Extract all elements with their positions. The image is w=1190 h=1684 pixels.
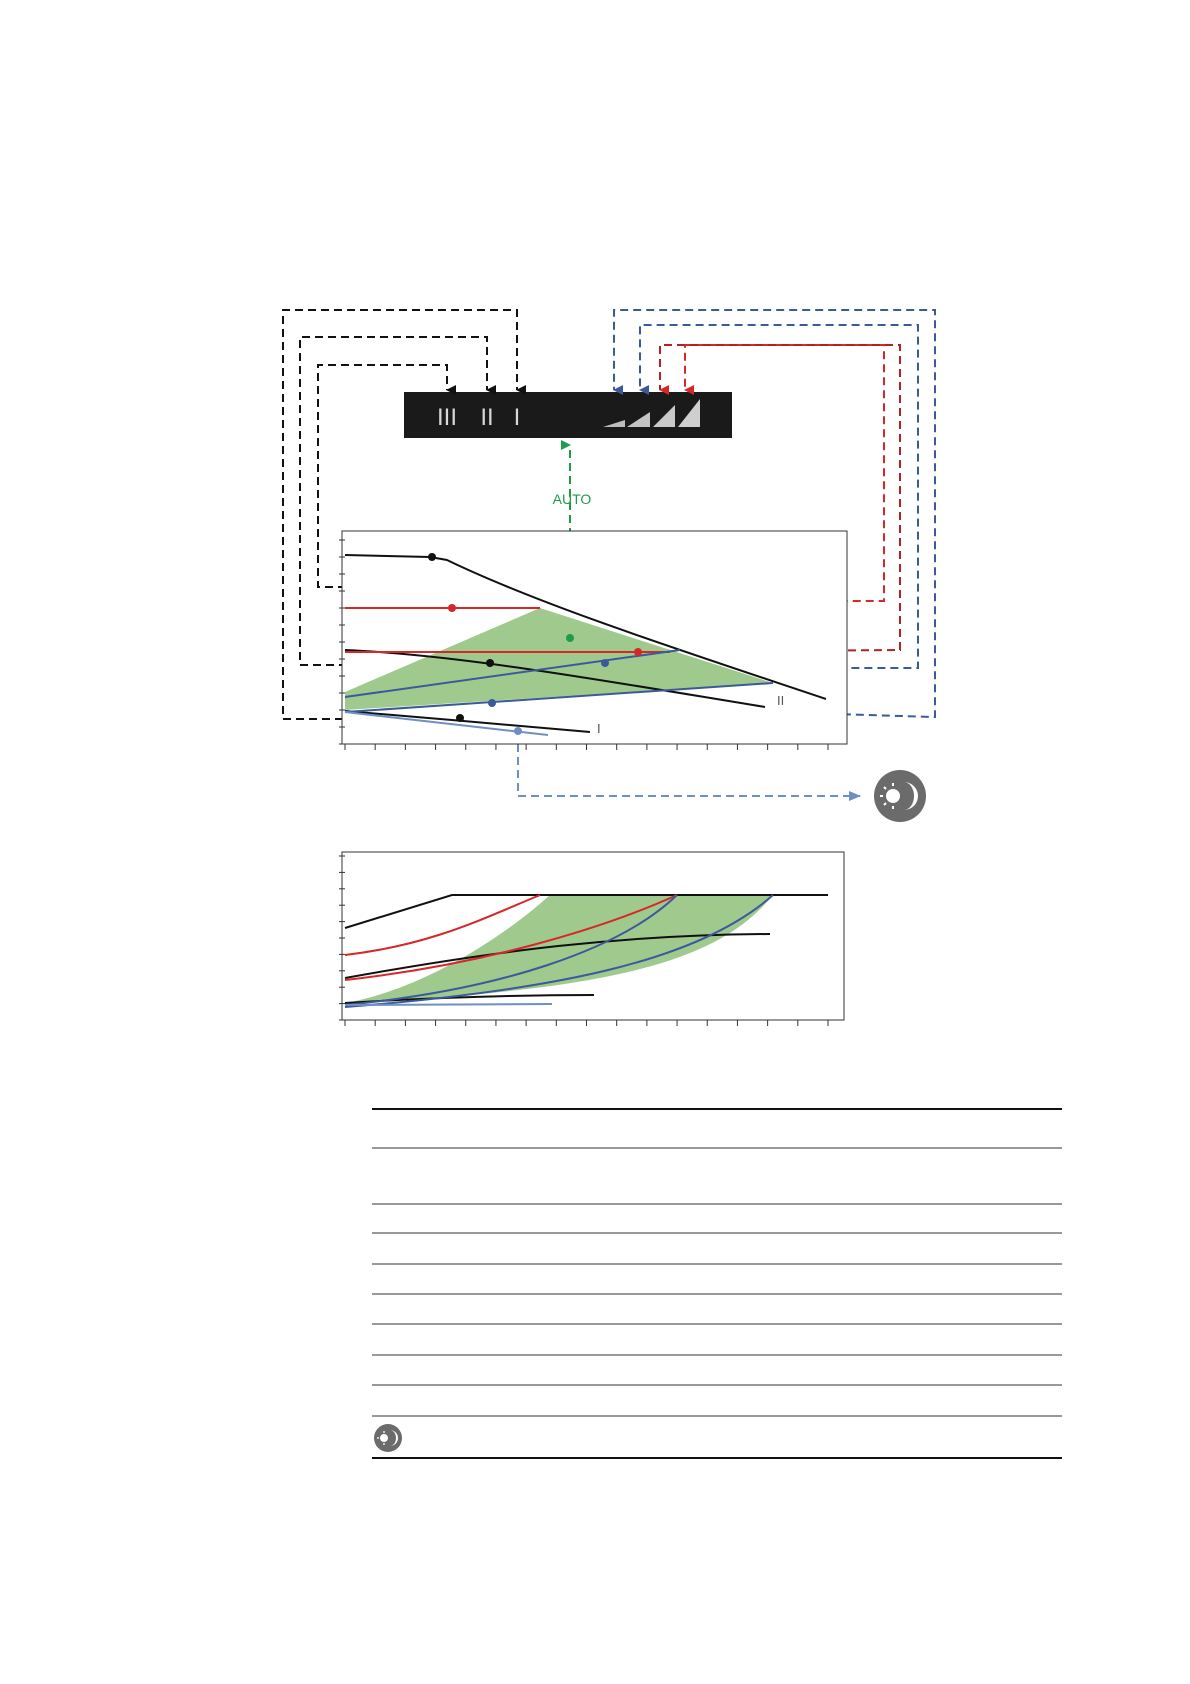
point-I <box>456 714 464 722</box>
night-mode-icon <box>374 1424 402 1452</box>
night-mode-badge[interactable] <box>874 770 926 822</box>
upper-chart <box>339 531 847 750</box>
point-III <box>428 553 436 561</box>
speed-I-label[interactable]: I <box>513 404 521 431</box>
point-auto <box>566 634 574 642</box>
curve-I-label: I <box>597 721 601 736</box>
power-night-mode <box>345 1004 552 1005</box>
control-panel <box>404 392 732 438</box>
speed-II-label[interactable]: II <box>480 404 494 431</box>
curve-II-label: II <box>777 693 785 708</box>
point-proportional-1 <box>488 699 496 707</box>
lower-chart <box>339 852 844 1026</box>
point-proportional-2 <box>601 659 609 667</box>
point-constant-max <box>448 604 456 612</box>
point-night-mode <box>514 727 522 735</box>
speed-III-label[interactable]: III <box>436 404 458 431</box>
point-constant-2 <box>634 648 642 656</box>
point-II <box>486 659 494 667</box>
legend-table <box>372 1109 1062 1458</box>
auto-label: AUTO <box>552 491 592 507</box>
